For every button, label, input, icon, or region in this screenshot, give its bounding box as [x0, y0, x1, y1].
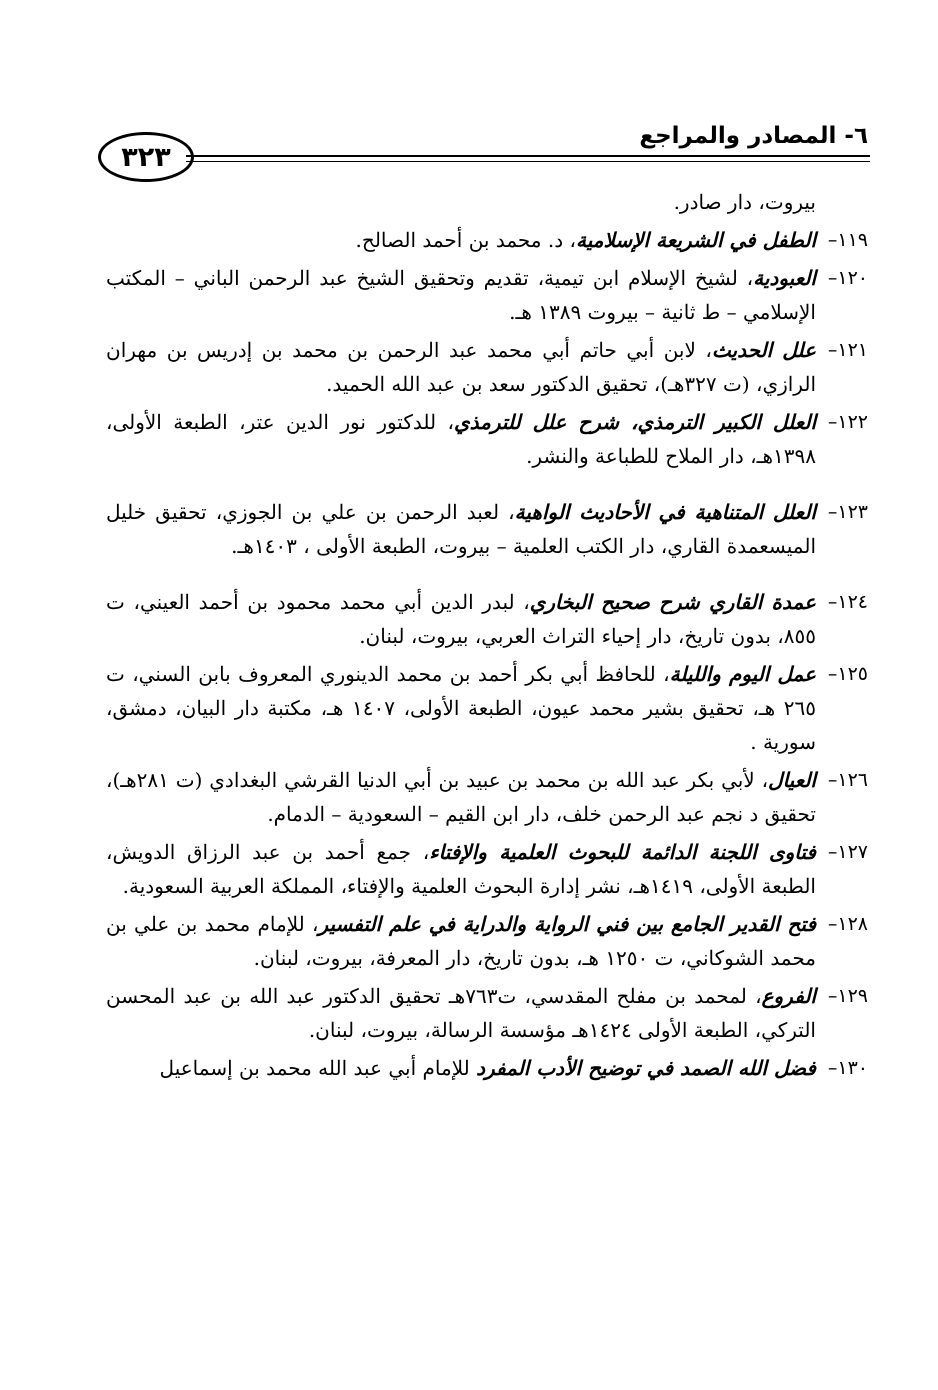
list-item [106, 763, 868, 831]
entry-details: ، لأبي بكر عبد الله بن محمد بن عبيد بن أبي الدنيا القرشي البغدادي (ت ٢٨١هـ)، تحقيق د نجم عبد الرحمن خلف، دار ابن القيم – السعودية – الدمام. [106, 768, 816, 826]
entry-details: ، جمع أحمد بن عبد الرزاق الدويش، الطبعة الأولى، ١٤١٩هـ، نشر إدارة البحوث العلمية والإفتاء، المملكة العربية السعودية. [106, 840, 816, 898]
entry-title: فتح القدير الجامع بين فني الرواية والدراية في علم التفسير [318, 912, 817, 936]
entry-number: ١٢٦– [827, 769, 868, 791]
entry-details: ، للحافظ أبي بكر أحمد بن محمد الدينوري المعروف بابن السني، ت ٢٦٥ هـ، تحقيق بشير محمد عيون، الطبعة الأولى، ١٤٠٧ هـ، مكتبة دار البيان، دمشق، سورية . [106, 662, 817, 754]
entry-details: ، لابن أبي حاتم أبي محمد عبد الرحمن بن محمد بن إدريس بن مهران الرازي، (ت ٣٢٧هـ)، تحقيق الدكتور سعد بن عبد الله الحميد. [106, 338, 816, 396]
page-number-badge [98, 132, 194, 182]
list-item [106, 223, 868, 257]
entry-title: الفروع [761, 984, 816, 1008]
entry-title: العلل المتناهية في الأحاديث الواهية [514, 500, 816, 524]
list-item [106, 979, 868, 1047]
section-title: ٦- المصادر والمراجع [639, 123, 868, 149]
entry-number: ١١٩– [827, 229, 868, 251]
entry-number: ١٢٩– [827, 985, 868, 1007]
entry-details: ، لبدر الدين أبي محمد محمود بن أحمد العيني، ت ٨٥٥، بدون تاريخ، دار إحياء التراث العربي، بيروت، لبنان. [106, 590, 816, 648]
entry-details: ، لعبد الرحمن بن علي بن الجوزي، تحقيق خليل الميسعمدة القاري، دار الكتب العلمية – بيروت، الطبعة الأولى ، ١٤٠٣هـ. [106, 500, 816, 558]
entry-details: ، للإمام محمد بن علي بن محمد الشوكاني، ت ١٢٥٠ هـ، بدون تاريخ، دار المعرفة، بيروت، لبنان. [106, 912, 816, 970]
list-item [106, 835, 868, 903]
list-item [106, 405, 868, 473]
entry-number: ١٢١– [827, 339, 868, 361]
entry-number: ١٢٧– [827, 841, 868, 863]
entry-details: ، لمحمد بن مفلح المقدسي، ت٧٦٣هـ تحقيق الدكتور عبد الله بن عبد المحسن التركي، الطبعة الأولى ١٤٢٤هـ مؤسسة الرسالة، بيروت، لبنان. [106, 984, 816, 1042]
entry-title: فضل الله الصمد في توضيح الأدب المفرد [476, 1056, 816, 1080]
entry-title: العبودية [753, 266, 816, 290]
entry-details: ، للدكتور نور الدين عتر، الطبعة الأولى، ١٣٩٨هـ، دار الملاح للطباعة والنشر. [106, 410, 816, 468]
entry-title: الطفل في الشريعة الإسلامية [575, 228, 816, 252]
entry-title: العلل الكبير الترمذي، شرح علل للترمذي [453, 410, 817, 434]
entry-title: العيال [768, 768, 816, 792]
list-item [106, 261, 868, 329]
entry-title: عمدة القاري شرح صحيح البخاري [529, 590, 816, 614]
list-item [106, 657, 868, 759]
entry-number: ١٢٢– [827, 411, 868, 433]
list-item [106, 333, 868, 401]
entry-details: للإمام أبي عبد الله محمد بن إسماعيل [159, 1056, 477, 1080]
entry-title: علل الحديث [711, 338, 816, 362]
entry-number: ١٢٣– [827, 501, 868, 523]
page-number: ٣٢٣ [121, 141, 171, 173]
entry-number: ١٣٠– [827, 1057, 868, 1079]
entry-details: ، د. محمد بن أحمد الصالح. [355, 228, 576, 252]
list-item [106, 495, 868, 563]
continuation-text: بيروت، دار صادر. [673, 190, 816, 214]
entry-number: ١٢٥– [827, 663, 868, 685]
entry-number: ١٢٤– [827, 591, 868, 613]
entry-title: عمل اليوم والليلة [669, 662, 816, 686]
continuation-line [106, 185, 868, 219]
entry-number: ١٢٨– [827, 913, 868, 935]
entry-number: ١٢٠– [827, 267, 868, 289]
list-item [106, 1051, 868, 1085]
header-rule [186, 155, 870, 162]
bibliography-list [106, 185, 868, 1089]
entry-title: فتاوى اللجنة الدائمة للبحوث العلمية والإفتاء [429, 840, 816, 864]
list-item [106, 585, 868, 653]
list-item [106, 907, 868, 975]
entry-details: ، لشيخ الإسلام ابن تيمية، تقديم وتحقيق الشيخ عبد الرحمن الباني – المكتب الإسلامي – ط ثانية – بيروت ١٣٨٩ هـ. [106, 266, 816, 324]
